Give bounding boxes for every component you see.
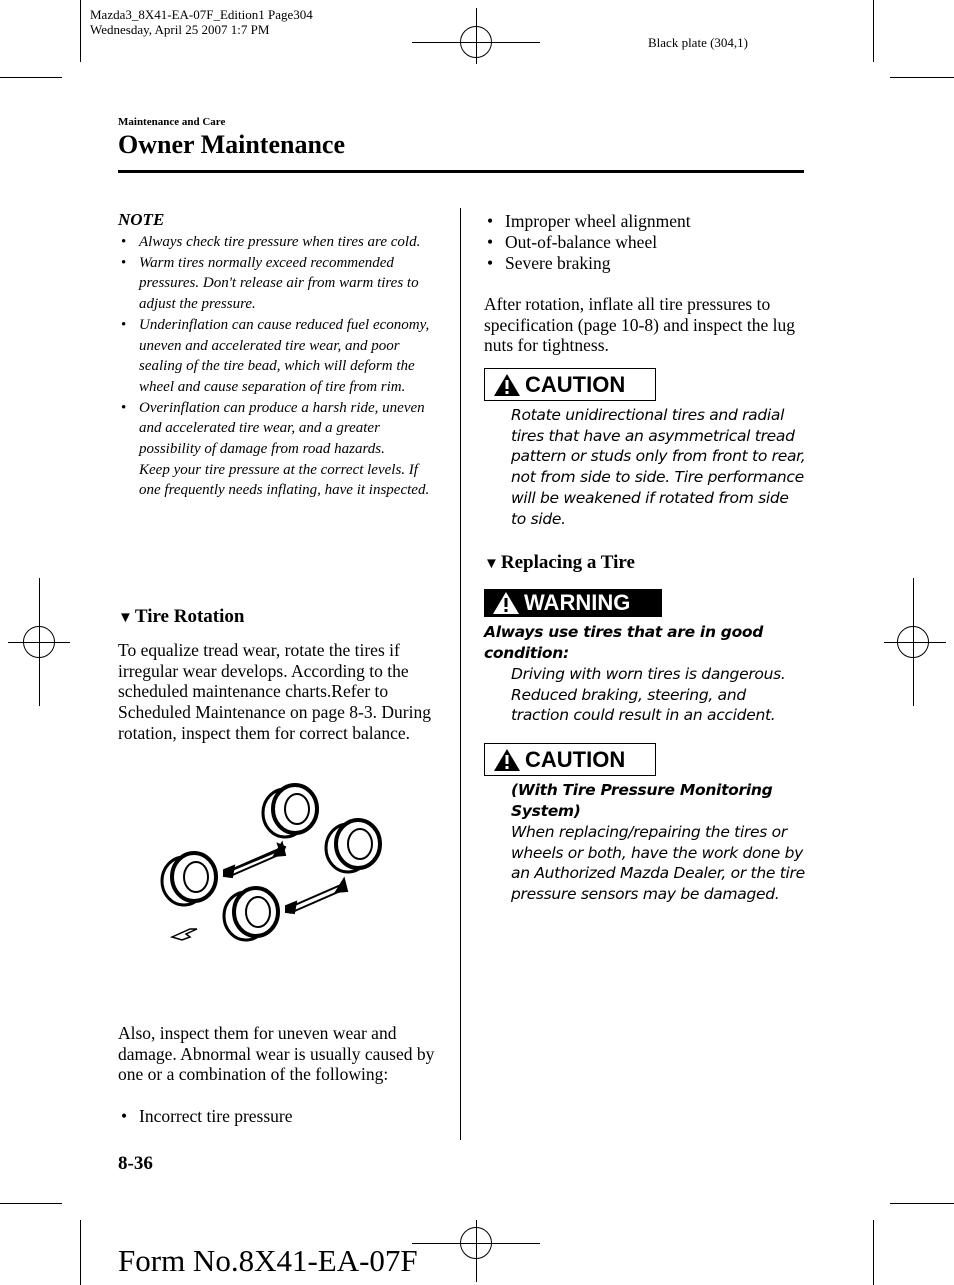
caution-badge [484, 743, 656, 776]
inspection-paragraph: Also, inspect them for uneven wear and damage. Abnormal wear is usually caused by one or a combination of the following: [118, 1023, 435, 1085]
tire-rotation-paragraph: To equalize tread wear, rotate the tires if irregular wear develops. According to the scheduled maintenance charts.Refer to Scheduled Maintenance on page 8-3. During rotation, inspect them for correct balance. [118, 640, 431, 743]
causes-list-left [118, 1106, 438, 1127]
note-item: • Always check tire pressure when tires are cold. [118, 232, 438, 253]
registration-circle [23, 626, 55, 658]
caution-label: CAUTION [525, 746, 626, 772]
note-box [118, 210, 438, 501]
crop-mark [890, 77, 954, 78]
note-title: NOTE [118, 210, 165, 229]
caution-label: CAUTION [525, 371, 626, 397]
exclamation-triangle-icon [492, 591, 520, 615]
note-item: • Underinflation can cause reduced fuel economy, uneven and accelerated tire wear, and poor sealing of the tire bead, which will deform the wheel and cause separation of tire from rim. [118, 315, 438, 398]
plate-label: Black plate (304,1) [648, 35, 748, 50]
cause-item: • Severe braking [484, 253, 804, 274]
warning-text: Driving with worn tires is dangerous. Reduced braking, steering, and traction could result in an accident. [511, 665, 786, 725]
note-extra: Keep your tire pressure at the correct levels. If one frequently needs inflating, have it inspected. [139, 461, 430, 499]
tire-front-left [162, 853, 216, 905]
section-category: Maintenance and Care [118, 116, 226, 128]
tire-rotation-illustration [160, 780, 400, 955]
triangle-down-icon: ▼ [118, 610, 133, 626]
crop-mark [0, 77, 62, 78]
crop-mark [80, 0, 81, 62]
column-divider [460, 208, 461, 1140]
crop-mark [890, 1203, 954, 1204]
hand-pointer-icon [172, 929, 197, 940]
caution-text: When replacing/repairing the tires or wheels or both, have the work done by an Authorized Mazda Dealer, or the tire pressure sensors may be damaged. [511, 823, 805, 904]
registration-circle [460, 26, 492, 58]
note-item: • Overinflation can produce a harsh ride, uneven and accelerated tire wear, and a greater possibility of damage from road hazards. [118, 398, 438, 460]
tire-rear-right [326, 820, 380, 872]
tire-rear-left [224, 888, 278, 940]
caution-badge [484, 368, 656, 401]
warning-lead: Always use tires that are in good condition: [484, 623, 764, 662]
caution-text: Rotate unidirectional tires and radial tires that have an asymmetrical tread pattern or studs only from front to rear, not from side to side. Tire performance will be weakened if rotated from side to side. [511, 406, 806, 528]
exclamation-triangle-icon [493, 748, 521, 772]
tire-front-right [263, 785, 317, 837]
crop-mark [0, 1203, 62, 1204]
registration-circle [460, 1227, 492, 1259]
tire-rotation-heading-label: Tire Rotation [134, 606, 245, 627]
crop-mark [80, 1220, 81, 1285]
file-name: Mazda3_8X41-EA-07F_Edition1 Page304 [90, 7, 313, 22]
cause-item: • Improper wheel alignment [484, 211, 804, 232]
registration-circle [897, 626, 929, 658]
rotation-arrow-lower [286, 879, 347, 913]
page-number: 8-36 [118, 1153, 153, 1174]
cause-item: • Incorrect tire pressure [118, 1106, 438, 1127]
file-date: Wednesday, April 25 2007 1:7 PM [90, 22, 270, 37]
note-list [118, 232, 438, 460]
title-rule [118, 170, 804, 173]
exclamation-triangle-icon [493, 373, 521, 397]
triangle-down-icon: ▼ [484, 556, 499, 572]
warning-label: WARNING [524, 590, 631, 615]
crop-mark [873, 0, 874, 62]
note-item: • Warm tires normally exceed recommended pressures. Don't release air from warm tires to adjust the pressure. [118, 253, 438, 315]
caution-lead: (With Tire Pressure Monitoring System) [511, 781, 773, 820]
cause-item: • Out-of-balance wheel [484, 232, 804, 253]
replacing-tire-heading [484, 552, 635, 574]
replacing-tire-heading-label: Replacing a Tire [500, 552, 635, 573]
file-info [90, 7, 313, 37]
after-rotation-paragraph: After rotation, inflate all tire pressures to specification (page 10-8) and inspect the lug nuts for tightness. [484, 294, 796, 356]
rotation-arrow-upper [224, 843, 285, 877]
tire-rotation-heading [118, 606, 244, 628]
page-title: Owner Maintenance [118, 130, 345, 159]
crop-mark [873, 1220, 874, 1285]
warning-badge [484, 589, 662, 617]
causes-list-right [484, 211, 804, 274]
form-number: Form No.8X41-EA-07F [118, 1243, 418, 1278]
